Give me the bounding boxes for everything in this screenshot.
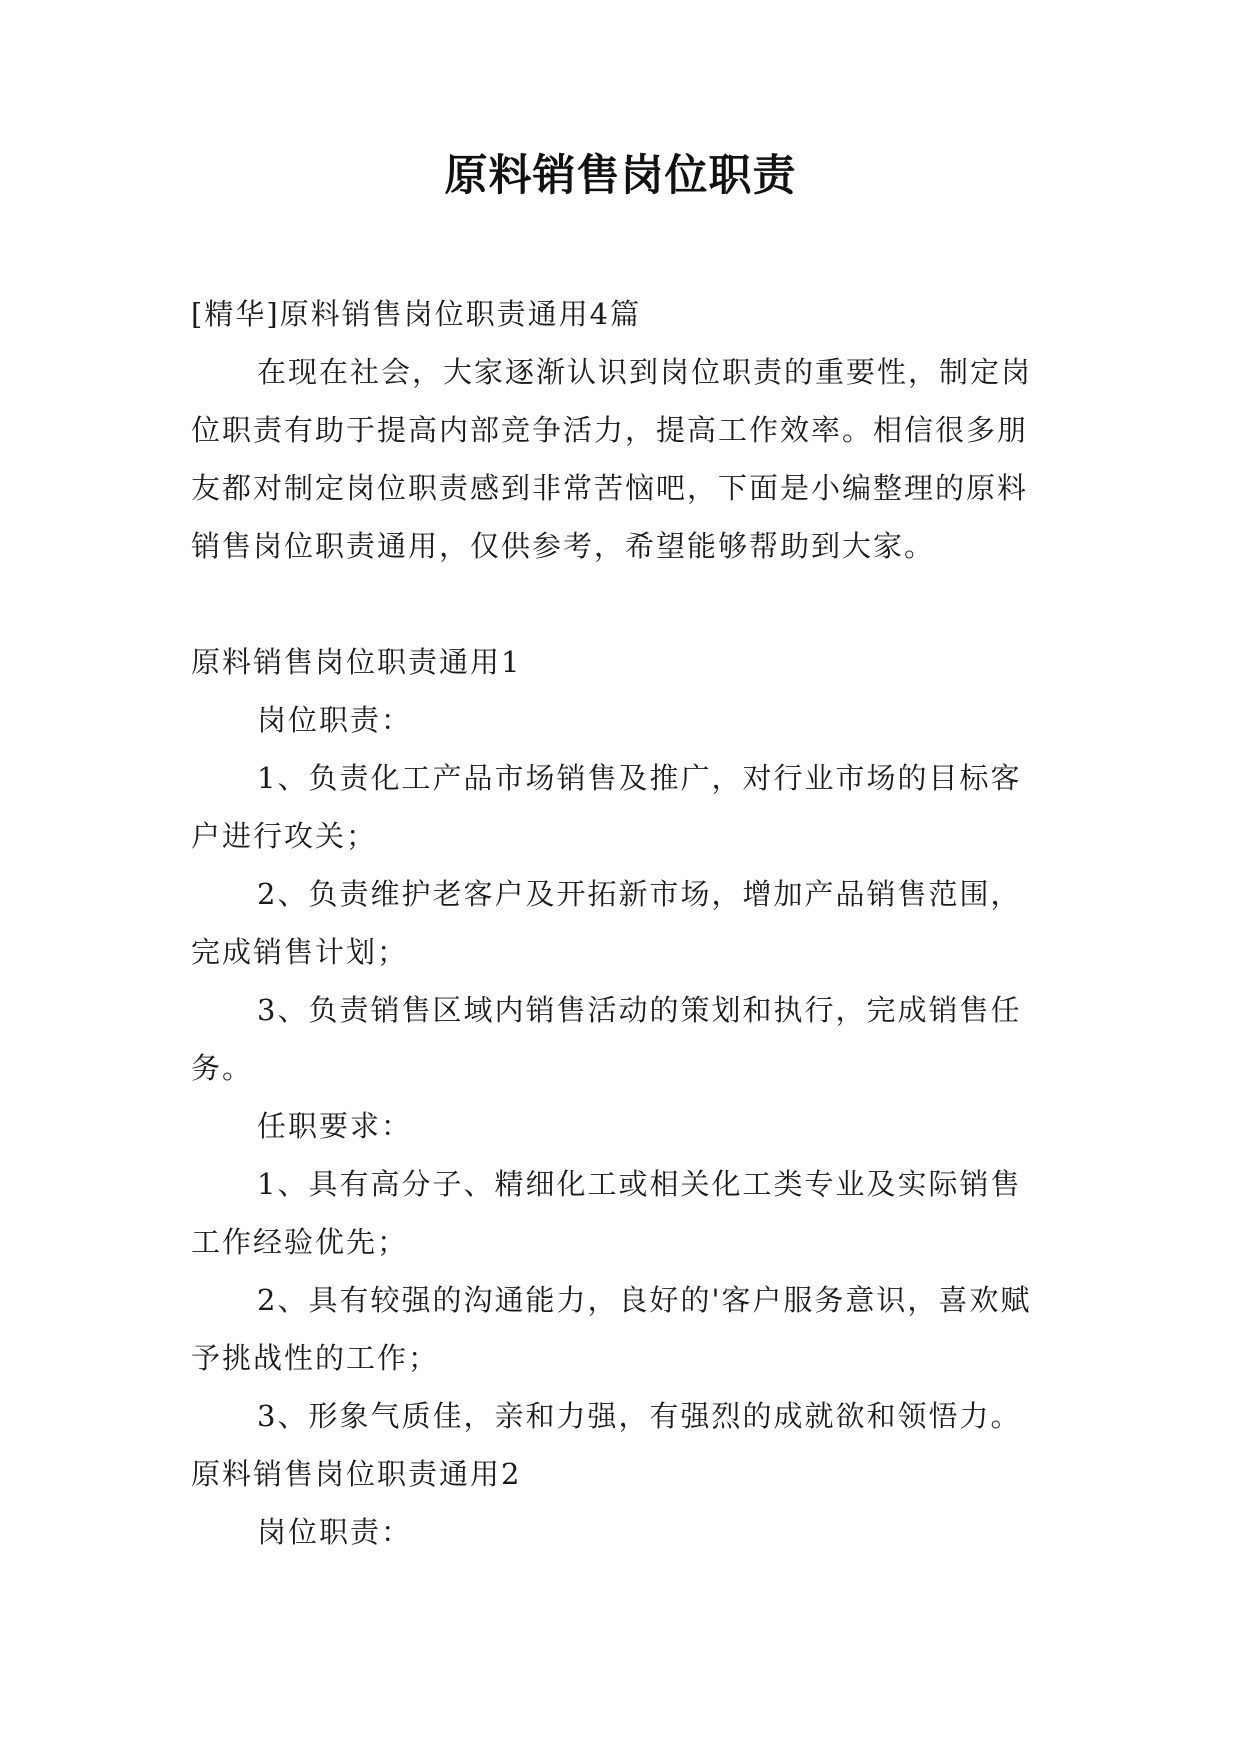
section-1-requirement-item: 3、形象气质佳，亲和力强，有强烈的成就欲和领悟力。 xyxy=(257,1399,1022,1433)
section-1-requirements-label: 任职要求： xyxy=(257,1109,413,1143)
section-1-heading: 原料销售岗位职责通用1 xyxy=(191,645,522,679)
document-subtitle: [精华]原料销售岗位职责通用4篇 xyxy=(191,297,642,331)
paragraph-spacer xyxy=(191,575,1051,633)
section-1-duties-label: 岗位职责： xyxy=(257,703,413,737)
document-title: 原料销售岗位职责 xyxy=(444,151,797,201)
section-1-duty-item: 3、负责销售区域内销售活动的策划和执行，完成销售任务。 xyxy=(191,993,1022,1085)
section-1-duty-item: 2、负责维护老客户及开拓新市场，增加产品销售范围，完成销售计划； xyxy=(191,877,1022,969)
section-1-requirement-item: 1、具有高分子、精细化工或相关化工类专业及实际销售工作经验优先； xyxy=(191,1167,1022,1259)
section-1-duty-item: 1、负责化工产品市场销售及推广，对行业市场的目标客户进行攻关； xyxy=(191,761,1022,853)
section-2-duties-label: 岗位职责： xyxy=(257,1515,413,1549)
section-1-requirement-item: 2、具有较强的沟通能力，良好的'客户服务意识，喜欢赋予挑战性的工作； xyxy=(191,1283,1032,1375)
document-body xyxy=(191,285,1051,1561)
section-2-heading: 原料销售岗位职责通用2 xyxy=(191,1457,522,1491)
intro-paragraph: 在现在社会，大家逐渐认识到岗位职责的重要性，制定岗位职责有助于提高内部竞争活力，提高工作效率。相信很多朋友都对制定岗位职责感到非常苦恼吧，下面是小编整理的原料销售岗位职责通用，仅供参考，希望能够帮助到大家。 xyxy=(191,355,1033,563)
